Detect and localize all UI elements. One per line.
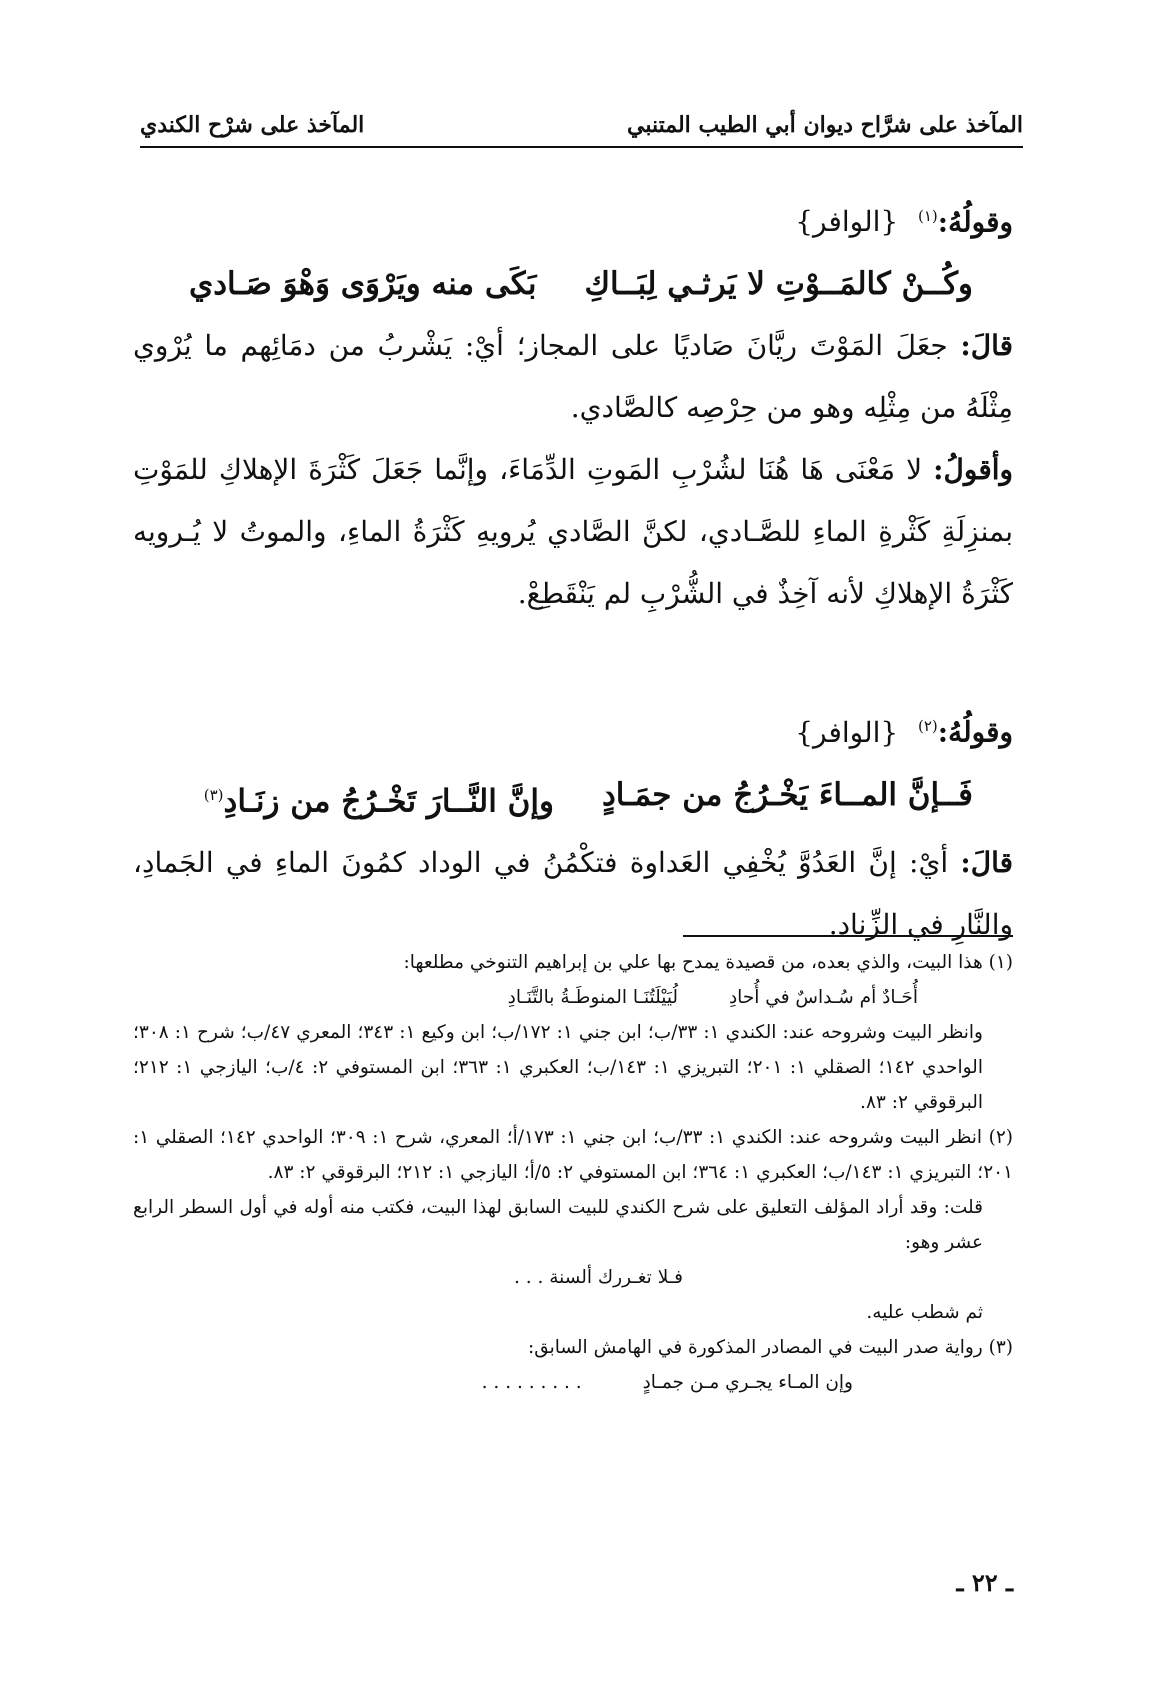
footnote-ref: (٣) xyxy=(203,785,224,804)
page-number: ـ ٢٢ ـ xyxy=(956,1568,1013,1597)
footnote-ref: (٢) xyxy=(917,717,938,736)
hemistich-first: فَــإنَّ المــاءَ يَخْـرُجُ من جمَـادٍ xyxy=(602,776,973,813)
footnote-3-verse-text: وإن المـاء يجـري مـن جمـادٍ xyxy=(642,1372,853,1393)
footnote-1-sources: وانظر البيت وشروحه عند: الكندي ١: ٣٣/ب؛ ابن جني ١: ١٧٢/ب؛ ابن وكيع ١: ٣٤٣؛ المعري ٤٧/ب؛ شرح ١: ٣٠٨؛ الواحدي ١٤٢؛ الصقلي ١: ٢٠١؛ التبريزي ١: ١٤٣/ب؛ العكبري ١: ٣٦٣؛ ابن المستوفي ٢: ٤/ب؛ اليازجي ١: ٢١٢؛ البرقوقي ٢: ٨٣. xyxy=(133,1022,983,1113)
verse-intro-label: وقولُهُ: xyxy=(937,205,1013,239)
meter-name: {الوافر} xyxy=(795,715,899,749)
hemistich-second xyxy=(204,764,554,832)
verse-intro-1 xyxy=(133,185,1013,253)
running-header xyxy=(140,90,1023,148)
footnote-divider xyxy=(683,935,1013,937)
footnote-1: (١) هذا البيت، والذي بعده، من قصيدة يمدح بها علي بن إبراهيم التنوخي مطلعها: xyxy=(403,952,1013,973)
commentary-qala-1 xyxy=(133,315,1013,439)
commentary-aqul-1 xyxy=(133,439,1013,625)
hemistich-second: بَكَى منه ويَرْوَى وَهْوَ صَـادي xyxy=(188,266,537,303)
verse-intro-label: وقولُهُ: xyxy=(937,715,1013,749)
hemistich-first: وكُــنْ كالمَــوْتِ لا يَرثـي لِبَــاكِ xyxy=(584,266,973,303)
qala-text: أيْ: إنَّ العَدُوَّ يُخْفِي العَداوة فتكْمُنُ في الوداد كمُونَ الماءِ في الجَمادِ، والنَّارِ في الزِّناد. xyxy=(133,845,1013,941)
footnote-2-note: قلت: وقد أراد المؤلف التعليق على شرح الكندي للبيت السابق لهذا البيت، فكتب منه أوله في أول السطر الرابع عشر وهو: xyxy=(133,1197,983,1253)
footnotes xyxy=(133,945,1013,1400)
footnote-1-verse xyxy=(133,980,1013,1015)
footnote-ref: (١) xyxy=(917,207,938,225)
qala-label: قالَ: xyxy=(960,329,1013,363)
footnote-1-verse-second: لُيَيْلَتُنَـا المنوطَـةُ بالتَّنَـادِ xyxy=(507,987,679,1008)
header-section-title: المآخذ على شرْح الكندي xyxy=(140,112,365,138)
footnote-2-end: ثم شطب عليه. xyxy=(866,1302,983,1323)
verse-intro-2 xyxy=(133,695,1013,763)
aqul-text: لا مَعْنَى هَا هُنَا لشُرْبِ المَوتِ الدِّمَاءَ، وإنَّما جَعَلَ كَثْرَةَ الإهلاكِ للمَوْتِ بمنزِلَةِ كَثْرةِ الماءِ للصَّـادي، لكنَّ الصَّادي يُرويهِ كَثْرَةُ الماءِ، والموتُ لا يُـرويه كَثْرَةُ الإهلاكِ لأنه آخِذٌ في الشُّرْبِ لم يَنْقَطِعْ. xyxy=(133,453,1013,611)
hemistich-second-text: وإنَّ النَّــارَ تَخْـرُجُ من زنَـادِ xyxy=(223,782,554,819)
footnote-3-verse xyxy=(133,1365,1013,1400)
footnote-3: (٣) رواية صدر البيت في المصادر المذكورة في الهامش السابق: xyxy=(527,1337,1013,1358)
footnote-2: (٢) انظر البيت وشروحه عند: الكندي ١: ٣٣/ب؛ ابن جني ١: ١٧٣/أ؛ المعري، شرح ١: ٣٠٩؛ الواحدي ١٤٢؛ الصقلي ١: ٢٠١؛ التبريزي ١: ١٤٣/ب؛ العكبري ١: ٣٦٤؛ ابن المستوفي ٢: ٥/أ؛ اليازجي ١: ٢١٢؛ البرقوقي ٢: ٨٣. xyxy=(133,1127,1013,1183)
commentary-qala-2 xyxy=(133,832,1013,956)
aqul-label: وأقولُ: xyxy=(933,453,1014,487)
qala-text: جعَلَ المَوْتَ ريَّانَ صَاديًا على المجاز؛ أيْ: يَشْربُ من دمَائِهم ما يُرْوي مِثْلَهُ من مِثْلِه وهو من حِرْصِه كالصَّادي. xyxy=(133,329,1013,425)
qala-label: قالَ: xyxy=(960,845,1013,879)
footnote-1-verse-first: أُحَـادٌ أم سُـداسٌ في أُحادِ xyxy=(728,987,918,1008)
footnote-2-verse: فـلا تغـررك ألسنة . . . xyxy=(513,1267,683,1288)
main-text xyxy=(133,185,1013,956)
meter-name: {الوافر} xyxy=(795,205,899,239)
verse-1 xyxy=(133,253,1013,315)
footnote-3-ellipsis: . . . . . . . . . xyxy=(481,1372,582,1393)
verse-2 xyxy=(133,764,1013,832)
header-book-title: المآخذ على شرَّاح ديوان أبي الطيب المتنبي xyxy=(627,112,1023,138)
section-gap xyxy=(133,625,1013,695)
